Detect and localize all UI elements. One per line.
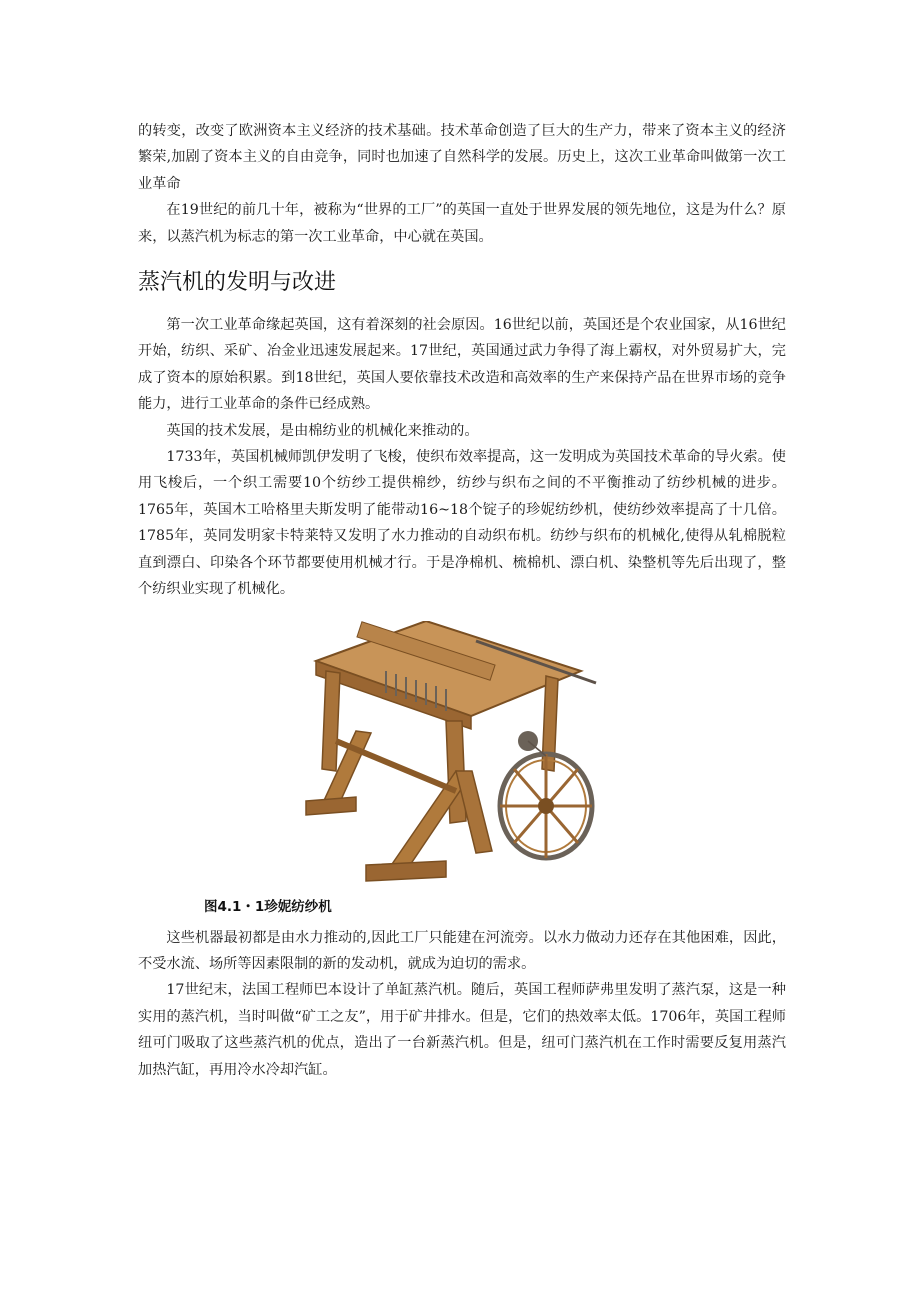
figure-caption: 图4.1・1珍妮纺纱机: [204, 898, 332, 915]
paragraph-origin: 第一次工业革命缘起英国，这有着深刻的社会原因。16世纪以前，英国还是个农业国家，从16世纪开始，纺织、采矿、冶金业迅速发展起来。17世纪，英国通过武力争得了海上霸权，对外贸易扩大，完成了资本的原始积累。到18世纪，英国人要依靠技术改造和高效率的生产来保持产品在世界市场的竞争能力，进行工业革命的条件已经成熟。: [138, 317, 786, 413]
paragraph-cotton: 英国的技术发展，是由棉纺业的机械化来推动的。: [166, 422, 479, 439]
paragraph-world-factory: 在19世纪的前几十年，被称为“世界的工厂”的英国一直处于世界发展的领先地位，这是为什么？原来，以蒸汽机为标志的第一次工业革命，中心就在英国。: [138, 202, 786, 245]
paragraph-water-power: 这些机器最初都是由水力推动的,因此工厂只能建在河流旁。以水力做动力还存在其他困难，因此，不受水流、场所等因素限制的新的发动机，就成为迫切的需求。: [138, 929, 786, 972]
figure-spinning-jenny: [138, 621, 786, 915]
wheel-icon: [500, 754, 592, 858]
spinning-jenny-illustration: [296, 621, 616, 883]
section-title: 蒸汽机的发明与改进: [138, 270, 337, 296]
document-page: [138, 118, 786, 1083]
paragraph-inventions: 1733年，英国机械师凯伊发明了飞梭，使织布效率提高，这一发明成为英国技术革命的导火索。使用飞梭后，一个织工需要10个纺纱工提供棉纱，纺纱与织布之间的不平衡推动了纺纱机械的进步。1765年，英国木工哈格里夫斯发明了能带动16~18个锭子的珍妮纺纱机，使纺纱效率提高了十几倍。1785年，英同发明家卡特莱特又发明了水力推动的自动织布机。纺纱与织布的机械化,使得从轧棉脱粒直到漂白、印染各个环节都要使用机械才行。于是净棉机、梳棉机、漂白机、染整机等先后出现了，整个纺织业实现了机械化。: [138, 449, 786, 598]
paragraph-steam-engine: 17世纪末，法国工程师巴本设计了单缸蒸汽机。随后，英国工程师萨弗里发明了蒸汽泵，这是一种实用的蒸汽机，当时叫做“矿工之友”，用于矿井排水。但是，它们的热效率太低。1706年，英国工程师纽可门吸取了这些蒸汽机的优点，造出了一台新蒸汽机。但是，纽可门蒸汽机在工作时需要反复用蒸汽加热汽缸，再用冷水冷却汽缸。: [138, 982, 786, 1078]
paragraph-continuation: 的转变，改变了欧洲资本主义经济的技术基础。技术革命创造了巨大的生产力，带来了资本主义的经济繁荣,加剧了资本主义的自由竞争，同时也加速了自然科学的发展。历史上，这次工业革命叫做第一次工业革命: [138, 123, 786, 192]
